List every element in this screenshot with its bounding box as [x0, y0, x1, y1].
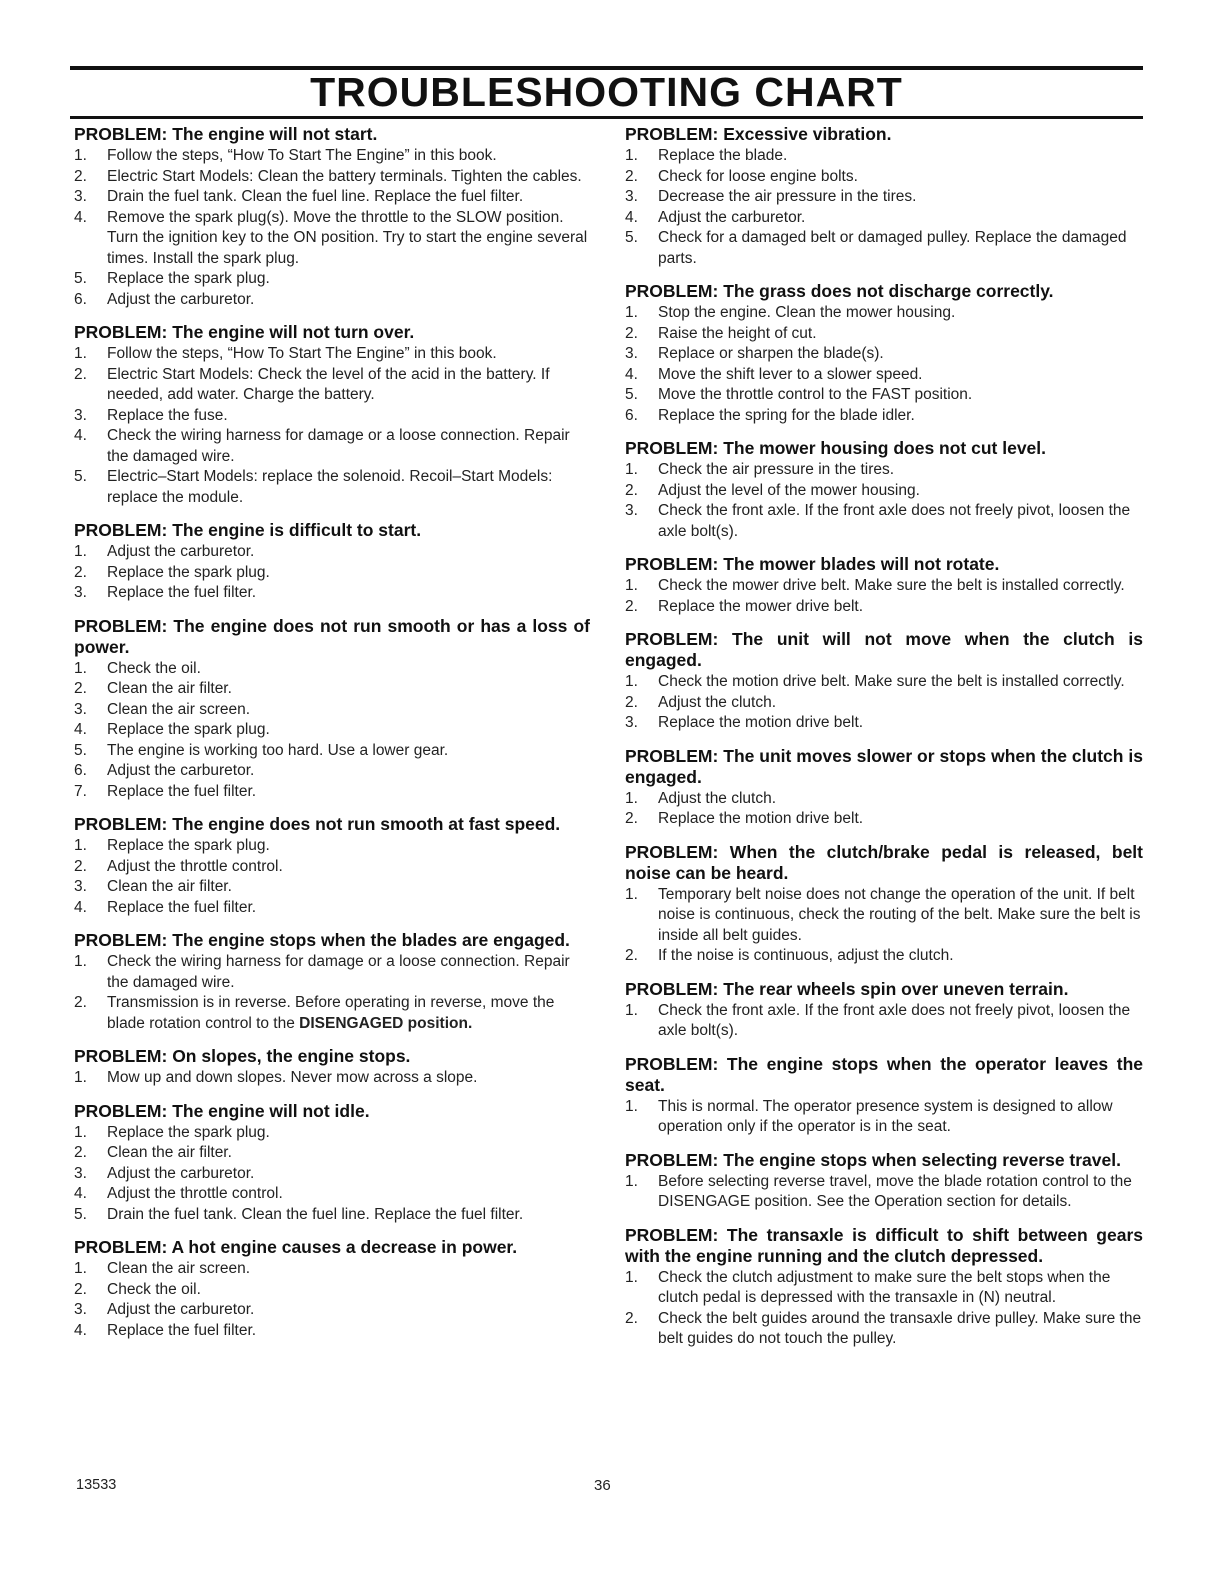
step-number: 1. — [74, 147, 87, 164]
problem-heading: PROBLEM: The mower housing does not cut level. — [625, 438, 1047, 458]
step-number: 1. — [625, 789, 638, 807]
solution-step — [74, 993, 590, 1034]
step-number: 6. — [74, 762, 87, 779]
page-number: 36 — [594, 1477, 611, 1494]
step-number: 2. — [74, 1144, 87, 1161]
solution-step — [74, 344, 590, 365]
step-text: Check for loose engine bolts. — [658, 167, 858, 185]
step-text: Check the oil. — [107, 659, 201, 677]
solution-list — [625, 146, 1143, 269]
step-text: Clean the air filter. — [107, 878, 232, 895]
step-text: The engine is working too hard. Use a lower gear. — [107, 741, 449, 759]
solution-list — [625, 460, 1143, 542]
problem-section — [625, 1150, 1143, 1213]
problem-heading: PROBLEM: The rear wheels spin over uneven terrain. — [625, 978, 1069, 999]
step-number: 5. — [74, 468, 87, 485]
step-number: 6. — [625, 406, 638, 424]
step-number: 2. — [625, 1309, 638, 1327]
solution-list — [625, 1097, 1143, 1138]
step-number: 3. — [74, 1301, 87, 1318]
problem-section — [625, 746, 1143, 830]
solution-step — [625, 481, 1143, 502]
solution-step — [74, 1143, 590, 1164]
solution-step — [74, 269, 590, 290]
problem-section — [625, 554, 1143, 617]
step-text: Transmission is in reverse. Before operating in reverse, move the blade rotation control to the — [107, 994, 555, 1032]
solution-list — [74, 836, 590, 918]
solution-step — [625, 1268, 1143, 1309]
solution-step — [74, 761, 590, 782]
problem-heading: PROBLEM: Excessive vibration. — [625, 124, 892, 144]
solution-list — [74, 542, 590, 604]
step-number: 3. — [74, 584, 87, 601]
solution-step — [74, 1184, 590, 1205]
solution-list — [74, 344, 590, 508]
solution-step — [625, 1097, 1143, 1138]
solution-step — [625, 228, 1143, 269]
step-text: Check the clutch adjustment to make sure the belt stops when the clutch pedal is depressed with the transaxle in (N) neutral. — [658, 1268, 1111, 1306]
step-text: Replace the motion drive belt. — [658, 810, 864, 827]
step-text: Replace the spark plug. — [107, 837, 270, 854]
step-number: 4. — [74, 427, 87, 444]
step-text: Check the wiring harness for damage or a loose connection. Repair the damaged wire. — [107, 427, 570, 465]
step-number: 2. — [74, 857, 87, 875]
step-number: 1. — [625, 1001, 638, 1019]
solution-step — [625, 885, 1143, 947]
step-number: 1. — [625, 577, 638, 594]
step-text: Replace the spark plug. — [107, 270, 270, 287]
problem-heading: PROBLEM: The engine will not start. — [74, 124, 378, 144]
step-text: Check the air pressure in the tires. — [658, 461, 895, 478]
problem-section — [74, 930, 590, 1034]
step-text: Adjust the clutch. — [658, 789, 777, 807]
solution-step — [74, 563, 590, 584]
solution-step — [74, 187, 590, 208]
step-number: 2. — [625, 693, 638, 711]
problem-heading: PROBLEM: On slopes, the engine stops. — [74, 1046, 411, 1066]
page-title: TROUBLESHOOTING CHART — [310, 69, 903, 115]
solution-step — [625, 187, 1143, 208]
solution-step — [625, 501, 1143, 542]
step-number: 5. — [625, 386, 638, 403]
solution-step — [74, 952, 590, 993]
step-number: 2. — [74, 1280, 87, 1298]
solution-step — [625, 208, 1143, 229]
step-text: Replace the spark plug. — [107, 563, 270, 581]
solution-step — [74, 1300, 590, 1321]
problem-heading: PROBLEM: The engine will not idle. — [74, 1100, 370, 1121]
problem-heading: PROBLEM: The engine stops when the operator leaves the seat. — [625, 1053, 1143, 1095]
step-number: 1. — [74, 1260, 87, 1277]
step-text: Adjust the throttle control. — [107, 1185, 283, 1202]
solution-step — [74, 877, 590, 898]
step-number: 2. — [74, 167, 87, 185]
problem-heading: PROBLEM: The engine stops when the blades are engaged. — [74, 930, 570, 950]
problem-section — [625, 281, 1143, 426]
solution-step — [625, 946, 1143, 967]
step-number: 2. — [625, 810, 638, 827]
step-number: 3. — [625, 502, 638, 519]
solution-step — [625, 146, 1143, 167]
step-number: 1. — [625, 304, 638, 321]
solution-step — [625, 167, 1143, 188]
step-text: Replace the fuel filter. — [107, 898, 257, 916]
step-number: 1. — [625, 1097, 638, 1115]
step-number: 1. — [625, 673, 638, 690]
solution-step — [625, 344, 1143, 365]
step-text: Clean the air screen. — [107, 1260, 251, 1277]
step-text: Replace the fuel filter. — [107, 1321, 257, 1339]
step-number: 1. — [625, 461, 638, 478]
step-text: Check the motion drive belt. Make sure the belt is installed correctly. — [658, 673, 1125, 690]
problem-section — [74, 616, 590, 803]
step-text: Drain the fuel tank. Clean the fuel line. Replace the fuel filter. — [107, 188, 524, 205]
solution-list — [74, 1259, 590, 1341]
problem-section — [74, 520, 590, 604]
step-number: 1. — [74, 345, 87, 362]
step-text: This is normal. The operator presence system is designed to allow operation only if the operator is in the seat. — [658, 1097, 1113, 1135]
step-text: Drain the fuel tank. Clean the fuel line. Replace the fuel filter. — [107, 1205, 524, 1223]
solution-step — [625, 672, 1143, 693]
solution-list — [74, 1123, 590, 1226]
step-text: Clean the air filter. — [107, 680, 232, 697]
problem-section — [74, 322, 590, 508]
step-text: Before selecting reverse travel, move the blade rotation control to the DISENGAGE position. See the Operation section for details. — [658, 1172, 1132, 1210]
step-number: 2. — [74, 680, 87, 697]
problem-heading: PROBLEM: The engine is difficult to start. — [74, 520, 422, 540]
step-number: 1. — [625, 885, 638, 903]
solution-step — [74, 208, 590, 270]
solution-step — [625, 460, 1143, 481]
problem-section — [625, 979, 1143, 1042]
solution-step — [74, 741, 590, 762]
solution-list — [625, 1172, 1143, 1213]
solution-list — [74, 146, 590, 310]
solution-step — [74, 583, 590, 604]
step-text: Electric Start Models: Clean the battery terminals. Tighten the cables. — [107, 167, 582, 185]
problem-section — [625, 124, 1143, 269]
step-number: 2. — [74, 994, 87, 1011]
step-text: Check the front axle. If the front axle does not freely pivot, loosen the axle bolt(s). — [658, 502, 1131, 540]
step-text: Adjust the carburetor. — [658, 208, 806, 226]
step-number: 2. — [625, 947, 638, 964]
step-number: 2. — [625, 481, 638, 499]
solution-list — [625, 303, 1143, 426]
step-text: Decrease the air pressure in the tires. — [658, 188, 917, 205]
step-text: Replace the mower drive belt. — [658, 597, 864, 615]
step-text: Replace the blade. — [658, 147, 788, 164]
left-column — [74, 124, 590, 1353]
problem-section — [625, 842, 1143, 967]
solution-step — [74, 659, 590, 680]
solution-list — [74, 1068, 590, 1089]
problem-heading: PROBLEM: The unit moves slower or stops when the clutch is engaged. — [625, 745, 1143, 787]
step-number: 5. — [625, 229, 638, 246]
step-number: 4. — [625, 208, 638, 226]
step-text: If the noise is continuous, adjust the clutch. — [658, 947, 954, 964]
step-text: Move the shift lever to a slower speed. — [658, 365, 923, 383]
solution-step — [74, 857, 590, 878]
step-text: Replace the spark plug. — [107, 721, 270, 738]
solution-step — [74, 167, 590, 188]
step-number: 1. — [74, 837, 87, 854]
solution-step — [625, 809, 1143, 830]
problem-heading: PROBLEM: The engine does not run smooth or has a loss of power. — [74, 615, 590, 657]
step-emphasis: DISENGAGED position. — [299, 1014, 473, 1032]
step-number: 3. — [74, 406, 87, 424]
solution-step — [625, 303, 1143, 324]
problem-section — [74, 814, 590, 918]
step-text: Adjust the carburetor. — [107, 543, 255, 560]
solution-list — [625, 576, 1143, 617]
solution-step — [74, 836, 590, 857]
solution-step — [625, 693, 1143, 714]
step-text: Move the throttle control to the FAST position. — [658, 386, 973, 403]
step-text: Adjust the carburetor. — [107, 1164, 255, 1182]
step-text: Mow up and down slopes. Never mow across a slope. — [107, 1069, 478, 1086]
solution-step — [74, 1321, 590, 1342]
step-number: 4. — [74, 721, 87, 738]
solution-step — [74, 290, 590, 311]
step-text: Replace the fuse. — [107, 406, 228, 424]
problem-heading: PROBLEM: The grass does not discharge correctly. — [625, 281, 1054, 301]
step-number: 1. — [74, 1123, 87, 1141]
solution-step — [625, 1309, 1143, 1350]
solution-step — [74, 1068, 590, 1089]
step-text: Replace the spring for the blade idler. — [658, 406, 915, 424]
problem-heading: PROBLEM: The engine will not turn over. — [74, 322, 415, 342]
step-number: 1. — [625, 1268, 638, 1286]
solution-step — [74, 1280, 590, 1301]
step-number: 5. — [74, 1205, 87, 1223]
step-number: 5. — [74, 270, 87, 287]
step-number: 4. — [74, 208, 87, 226]
step-text: Replace the spark plug. — [107, 1123, 270, 1141]
problem-section — [74, 1046, 590, 1089]
step-text: Adjust the throttle control. — [107, 857, 283, 875]
solution-step — [74, 782, 590, 803]
step-text: Remove the spark plug(s). Move the throttle to the SLOW position. Turn the ignition key to the ON position. Try to start the engine several times. Install the spark plug. — [107, 208, 588, 267]
solution-step — [74, 720, 590, 741]
step-text: Check for a damaged belt or damaged pulley. Replace the damaged parts. — [658, 229, 1127, 267]
problem-section — [625, 629, 1143, 734]
step-text: Follow the steps, “How To Start The Engine” in this book. — [107, 147, 497, 164]
step-number: 7. — [74, 782, 87, 800]
step-text: Stop the engine. Clean the mower housing. — [658, 304, 956, 321]
step-text: Temporary belt noise does not change the operation of the unit. If belt noise is continuous, check the routing of the belt. Make sure the belt is inside all belt guides. — [658, 885, 1141, 944]
solution-step — [625, 385, 1143, 406]
step-number: 4. — [74, 1185, 87, 1202]
solution-step — [74, 426, 590, 467]
solution-list — [74, 659, 590, 803]
step-text: Raise the height of cut. — [658, 324, 817, 342]
step-number: 2. — [74, 563, 87, 581]
right-column — [625, 124, 1143, 1362]
solution-step — [74, 542, 590, 563]
step-text: Replace the fuel filter. — [107, 782, 257, 800]
solution-step — [625, 365, 1143, 386]
step-number: 6. — [74, 290, 87, 308]
problem-heading: PROBLEM: The transaxle is difficult to shift between gears with the engine running and the clutch depressed. — [625, 1224, 1143, 1266]
step-text: Check the mower drive belt. Make sure the belt is installed correctly. — [658, 577, 1125, 594]
problem-section — [625, 1225, 1143, 1350]
problem-heading: PROBLEM: When the clutch/brake pedal is released, belt noise can be heard. — [625, 841, 1143, 883]
step-text: Clean the air filter. — [107, 1144, 232, 1161]
step-text: Adjust the clutch. — [658, 693, 777, 711]
step-number: 4. — [74, 898, 87, 916]
solution-list — [625, 1268, 1143, 1350]
step-text: Adjust the carburetor. — [107, 762, 255, 779]
step-number: 3. — [625, 345, 638, 362]
solution-list — [74, 952, 590, 1034]
step-number: 4. — [625, 365, 638, 383]
solution-step — [74, 1164, 590, 1185]
step-number: 3. — [74, 1164, 87, 1182]
step-text: Follow the steps, “How To Start The Engine” in this book. — [107, 345, 497, 362]
solution-step — [625, 713, 1143, 734]
step-number: 1. — [74, 659, 87, 677]
problem-section — [74, 1101, 590, 1226]
step-number: 1. — [625, 1172, 638, 1190]
problem-heading: PROBLEM: The unit will not move when the clutch is engaged. — [625, 629, 1143, 670]
solution-step — [625, 597, 1143, 618]
problem-section — [625, 1054, 1143, 1138]
problem-section — [74, 124, 590, 310]
solution-step — [74, 898, 590, 919]
step-number: 3. — [74, 878, 87, 895]
solution-step — [625, 789, 1143, 810]
step-number: 3. — [74, 188, 87, 205]
solution-step — [74, 467, 590, 508]
title-bottom-rule — [70, 116, 1143, 119]
problem-section — [625, 438, 1143, 542]
step-text: Adjust the carburetor. — [107, 1301, 255, 1318]
solution-step — [74, 700, 590, 721]
solution-list — [625, 885, 1143, 967]
document-number: 13533 — [76, 1477, 117, 1493]
step-number: 4. — [74, 1321, 87, 1339]
solution-step — [74, 1123, 590, 1144]
step-text: Replace the motion drive belt. — [658, 714, 864, 731]
step-text: Check the wiring harness for damage or a loose connection. Repair the damaged wire. — [107, 953, 570, 991]
step-number: 1. — [74, 953, 87, 970]
solution-list — [625, 672, 1143, 734]
solution-step — [625, 406, 1143, 427]
step-number: 1. — [625, 147, 638, 164]
solution-step — [74, 146, 590, 167]
step-text: Electric Start Models: Check the level of the acid in the battery. If needed, add water. Charge the battery. — [107, 365, 550, 403]
step-number: 3. — [74, 700, 87, 718]
step-number: 1. — [74, 543, 87, 560]
solution-step — [625, 1001, 1143, 1042]
step-number: 2. — [74, 365, 87, 383]
step-text: Clean the air screen. — [107, 700, 251, 718]
step-text: Adjust the level of the mower housing. — [658, 481, 920, 499]
step-number: 5. — [74, 741, 87, 759]
step-text: Check the oil. — [107, 1280, 201, 1298]
problem-section — [74, 1237, 590, 1341]
problem-heading: PROBLEM: The engine stops when selecting reverse travel. — [625, 1149, 1121, 1170]
solution-step — [625, 1172, 1143, 1213]
solution-step — [74, 679, 590, 700]
solution-list — [625, 789, 1143, 830]
step-number: 2. — [625, 324, 638, 342]
step-text: Replace or sharpen the blade(s). — [658, 345, 884, 362]
step-number: 3. — [625, 188, 638, 205]
solution-step — [625, 576, 1143, 597]
step-number: 2. — [625, 167, 638, 185]
step-text: Electric–Start Models: replace the solenoid. Recoil–Start Models: replace the module. — [107, 468, 553, 506]
solution-step — [74, 1259, 590, 1280]
solution-step — [74, 365, 590, 406]
problem-heading: PROBLEM: The engine does not run smooth at fast speed. — [74, 814, 561, 834]
step-number: 3. — [625, 714, 638, 731]
step-text: Replace the fuel filter. — [107, 584, 257, 601]
step-text: Check the front axle. If the front axle does not freely pivot, loosen the axle bolt(s). — [658, 1001, 1131, 1039]
solution-step — [74, 1205, 590, 1226]
step-number: 2. — [625, 597, 638, 615]
step-number: 1. — [74, 1069, 87, 1086]
step-text: Check the belt guides around the transaxle drive pulley. Make sure the belt guides do not touch the pulley. — [658, 1309, 1142, 1347]
solution-list — [625, 1001, 1143, 1042]
solution-step — [74, 406, 590, 427]
step-text: Adjust the carburetor. — [107, 290, 255, 308]
problem-heading: PROBLEM: The mower blades will not rotate. — [625, 554, 1000, 574]
solution-step — [625, 324, 1143, 345]
problem-heading: PROBLEM: A hot engine causes a decrease in power. — [74, 1237, 518, 1257]
